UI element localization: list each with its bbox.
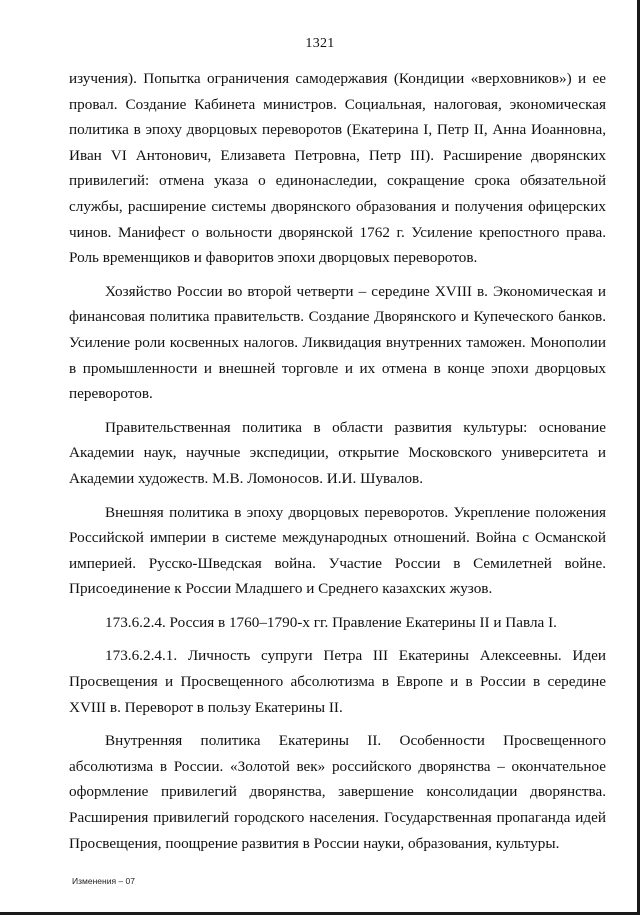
document-body (69, 66, 606, 856)
paragraph-5-section-heading: 173.6.2.4. Россия в 1760–1790-х гг. Правление Екатерины II и Павла I. (105, 613, 557, 631)
footer-revision-note: Изменения – 07 (72, 876, 135, 886)
paragraph-6: 173.6.2.4.1. Личность супруги Петра III Екатерины Алексеевны. Идеи Просвещения и Просвещенного абсолютизма в Европе и в России в середине XVIII в. Переворот в пользу Екатерины II. (69, 647, 606, 716)
page-number: 1321 (305, 36, 335, 51)
paragraph-1: изучения). Попытка ограничения самодержавия (Кондиции «верховников») и ее провал. Создание Кабинета министров. Социальная, налоговая, экономическая политика в эпоху дворцовых переворотов (Екатерина I, Петр II, Анна Иоанновна, Иван VI Антонович, Елизавета Петровна, Петр III). Расширение дворянских привилегий: отмена указа о единонаследии, сокращение срока обязательной службы, расширение системы дворянского образования и получения офицерских чинов. Манифест о вольности дворянской 1762 г. Усиление крепостного права. Роль временщиков и фаворитов эпохи дворцовых переворотов. (69, 70, 606, 267)
paragraph-4: Внешняя политика в эпоху дворцовых переворотов. Укрепление положения Российской империи в системе международных отношений. Война с Османской империей. Русско-Шведская война. Участие России в Семилетней войне. Присоединение к России Младшего и Среднего казахских жузов. (69, 503, 606, 598)
paragraph-2: Хозяйство России во второй четверти – середине XVIII в. Экономическая и финансовая политика правительств. Создание Дворянского и Купеческого банков. Усиление роли косвенных налогов. Ликвидация внутренних таможен. Монополии в промышленности и внешней торговле и их отмена в конце эпохи дворцовых переворотов. (69, 282, 606, 403)
paragraph-3: Правительственная политика в области развития культуры: основание Академии наук, научные экспедиции, открытие Московского университета и Академии художеств. М.В. Ломоносов. И.И. Шувалов. (69, 418, 606, 487)
paragraph-7: Внутренняя политика Екатерины II. Особенности Просвещенного абсолютизма в России. «Золотой век» российского дворянства – окончательное оформление привилегий дворянства, завершение консолидации дворянства. Расширения привилегий городского населения. Государственная пропаганда идей Просвещения, поощрение развития в России науки, образования, культуры. (69, 732, 606, 852)
